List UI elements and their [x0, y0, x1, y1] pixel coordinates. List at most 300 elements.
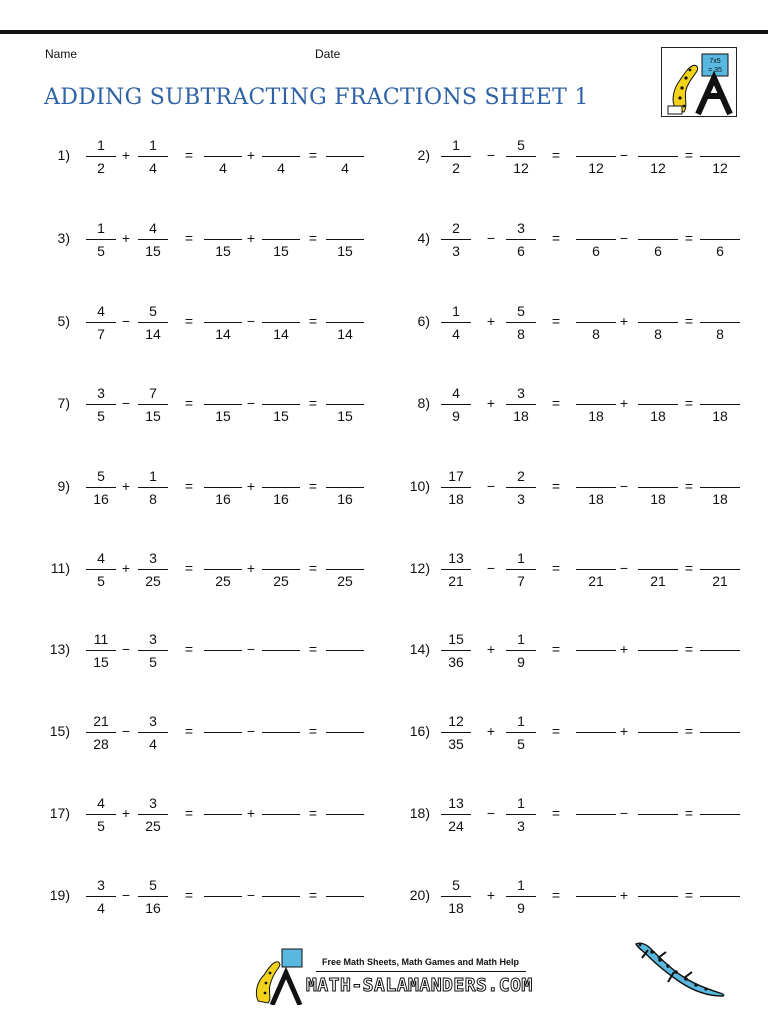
footer-divider — [316, 971, 526, 972]
answer-line — [700, 487, 740, 488]
problem-10 — [0, 468, 768, 518]
denominator: 5 — [517, 736, 525, 752]
operator-repeat: − — [246, 395, 256, 411]
blank-denominator: 12 — [650, 160, 666, 176]
page-title: ADDING SUBTRACTING FRACTIONS SHEET 1 — [44, 85, 589, 110]
fraction-bar — [441, 156, 471, 157]
denominator: 2 — [97, 160, 105, 176]
blank-numerator — [700, 303, 740, 320]
blank-numerator — [576, 877, 616, 894]
blank-numerator — [700, 550, 740, 567]
operator-repeat: − — [246, 887, 256, 903]
fraction-bar — [506, 569, 536, 570]
problem-number: 16) — [409, 723, 430, 739]
operator: + — [121, 560, 131, 576]
denominator: 15 — [145, 243, 161, 259]
answer-fraction — [700, 795, 740, 835]
fraction-bar — [506, 404, 536, 405]
numerator: 1 — [149, 137, 157, 153]
blank-denominator: 21 — [712, 573, 728, 589]
numerator: 11 — [93, 631, 109, 647]
fraction-a — [441, 303, 471, 343]
denominator: 16 — [93, 491, 109, 507]
blank-denominator: 15 — [337, 408, 353, 424]
numerator: 2 — [517, 468, 525, 484]
answer-line — [638, 156, 678, 157]
fraction-a — [441, 385, 471, 425]
blank-denominator: 18 — [588, 408, 604, 424]
numerator: 5 — [517, 303, 525, 319]
numerator: 4 — [97, 795, 105, 811]
problem-number: 9) — [57, 478, 70, 494]
denominator: 15 — [145, 408, 161, 424]
numerator: 1 — [97, 137, 105, 153]
answer-line — [576, 487, 616, 488]
fraction-b — [506, 385, 536, 425]
operator: + — [121, 230, 131, 246]
blank-denominator: 14 — [337, 326, 353, 342]
converted-fraction-a — [576, 550, 616, 590]
blank-denominator — [638, 736, 678, 753]
operator: + — [121, 147, 131, 163]
equals-sign: = — [184, 723, 194, 739]
equals-sign: = — [308, 723, 318, 739]
numerator: 15 — [448, 631, 464, 647]
converted-fraction-a — [576, 137, 616, 177]
equals-sign: = — [184, 230, 194, 246]
fraction-a — [441, 795, 471, 835]
fraction-a — [441, 631, 471, 671]
equals-sign: = — [551, 805, 561, 821]
equals-sign: = — [551, 641, 561, 657]
converted-fraction-a — [576, 385, 616, 425]
numerator: 3 — [517, 220, 525, 236]
answer-line — [576, 896, 616, 897]
answer-fraction — [700, 877, 740, 917]
svg-text:= 35: = 35 — [708, 67, 722, 74]
numerator: 17 — [448, 468, 464, 484]
denominator: 28 — [93, 736, 109, 752]
fraction-bar — [506, 156, 536, 157]
operator-repeat: + — [619, 395, 629, 411]
blank-denominator — [576, 900, 616, 917]
answer-line — [576, 650, 616, 651]
fraction-bar — [441, 404, 471, 405]
converted-fraction-a — [576, 795, 616, 835]
equals-sign: = — [684, 723, 694, 739]
numerator: 5 — [149, 877, 157, 893]
blank-denominator: 18 — [712, 408, 728, 424]
operator: − — [121, 395, 131, 411]
blank-numerator — [576, 713, 616, 730]
answer-line — [576, 732, 616, 733]
numerator: 1 — [517, 795, 525, 811]
equals-sign: = — [308, 478, 318, 494]
fraction-b — [506, 795, 536, 835]
blank-denominator: 4 — [277, 160, 285, 176]
blank-numerator — [638, 631, 678, 648]
salamander-icon — [630, 938, 730, 1002]
equals-sign: = — [308, 805, 318, 821]
blank-denominator: 25 — [337, 573, 353, 589]
denominator: 5 — [97, 408, 105, 424]
operator-repeat: − — [246, 313, 256, 329]
numerator: 3 — [149, 795, 157, 811]
blank-numerator — [576, 795, 616, 812]
footer-logo — [250, 945, 550, 1005]
problem-number: 17) — [49, 805, 70, 821]
blank-numerator — [638, 220, 678, 237]
fraction-bar — [441, 814, 471, 815]
denominator: 16 — [145, 900, 161, 916]
operator: − — [121, 641, 131, 657]
converted-fraction-b — [638, 795, 678, 835]
numerator: 7 — [149, 385, 157, 401]
answer-fraction — [700, 303, 740, 343]
numerator: 3 — [149, 713, 157, 729]
equals-sign: = — [551, 230, 561, 246]
operator: − — [486, 478, 496, 494]
converted-fraction-b — [638, 877, 678, 917]
converted-fraction-b — [638, 137, 678, 177]
operator: − — [121, 313, 131, 329]
equals-sign: = — [684, 887, 694, 903]
operator: − — [121, 723, 131, 739]
converted-fraction-b — [638, 385, 678, 425]
operator-repeat: + — [246, 147, 256, 163]
numerator: 1 — [452, 303, 460, 319]
denominator: 7 — [97, 326, 105, 342]
blank-denominator: 12 — [588, 160, 604, 176]
operator: − — [121, 887, 131, 903]
blank-numerator — [576, 385, 616, 402]
answer-fraction — [700, 631, 740, 671]
blank-numerator — [700, 468, 740, 485]
problem-number: 15) — [49, 723, 70, 739]
equals-sign: = — [684, 395, 694, 411]
operator-repeat: + — [619, 313, 629, 329]
blank-denominator: 18 — [650, 491, 666, 507]
answer-line — [638, 239, 678, 240]
converted-fraction-a — [576, 220, 616, 260]
problem-number: 7) — [57, 395, 70, 411]
denominator: 18 — [448, 900, 464, 916]
problem-number: 8) — [417, 395, 430, 411]
fraction-bar — [506, 732, 536, 733]
numerator: 3 — [149, 550, 157, 566]
problem-14 — [0, 631, 768, 681]
numerator: 5 — [452, 877, 460, 893]
blank-numerator — [576, 468, 616, 485]
answer-fraction — [700, 137, 740, 177]
fraction-a — [441, 877, 471, 917]
numerator: 2 — [452, 220, 460, 236]
answer-line — [638, 732, 678, 733]
blank-denominator: 8 — [592, 326, 600, 342]
blank-denominator: 18 — [712, 491, 728, 507]
denominator: 5 — [149, 654, 157, 670]
converted-fraction-b — [638, 631, 678, 671]
fraction-bar — [441, 732, 471, 733]
blank-denominator: 4 — [219, 160, 227, 176]
answer-fraction — [700, 468, 740, 508]
operator: + — [486, 723, 496, 739]
fraction-a — [441, 220, 471, 260]
answer-line — [700, 569, 740, 570]
operator: + — [486, 313, 496, 329]
equals-sign: = — [308, 641, 318, 657]
equals-sign: = — [184, 641, 194, 657]
numerator: 13 — [448, 795, 464, 811]
equals-sign: = — [551, 887, 561, 903]
answer-fraction — [700, 220, 740, 260]
problem-4 — [0, 220, 768, 270]
answer-line — [576, 239, 616, 240]
numerator: 5 — [517, 137, 525, 153]
equals-sign: = — [684, 641, 694, 657]
equals-sign: = — [684, 560, 694, 576]
answer-line — [576, 156, 616, 157]
numerator: 4 — [97, 550, 105, 566]
problem-16 — [0, 713, 768, 763]
problem-20 — [0, 877, 768, 927]
blank-denominator — [700, 654, 740, 671]
equals-sign: = — [184, 805, 194, 821]
footer-tagline: Free Math Sheets, Math Games and Math Help — [322, 957, 520, 967]
blank-denominator: 4 — [341, 160, 349, 176]
answer-fraction — [700, 550, 740, 590]
answer-line — [638, 896, 678, 897]
answer-line — [638, 487, 678, 488]
equals-sign: = — [684, 147, 694, 163]
answer-line — [638, 814, 678, 815]
denominator: 9 — [517, 900, 525, 916]
answer-line — [638, 650, 678, 651]
operator-repeat: − — [246, 641, 256, 657]
converted-fraction-b — [638, 303, 678, 343]
numerator: 4 — [97, 303, 105, 319]
answer-line — [638, 569, 678, 570]
denominator: 4 — [149, 736, 157, 752]
equals-sign: = — [308, 887, 318, 903]
blank-numerator — [638, 137, 678, 154]
blank-numerator — [576, 303, 616, 320]
operator: + — [121, 805, 131, 821]
blank-denominator: 18 — [588, 491, 604, 507]
numerator: 5 — [97, 468, 105, 484]
answer-line — [576, 569, 616, 570]
operator-repeat: − — [619, 478, 629, 494]
equals-sign: = — [308, 560, 318, 576]
blank-denominator: 15 — [215, 243, 231, 259]
numerator: 3 — [517, 385, 525, 401]
operator: − — [486, 147, 496, 163]
operator-repeat: − — [246, 723, 256, 739]
problem-number: 18) — [409, 805, 430, 821]
operator-repeat: − — [619, 805, 629, 821]
fraction-bar — [441, 569, 471, 570]
operator-repeat: + — [619, 641, 629, 657]
numerator: 1 — [452, 137, 460, 153]
fraction-b — [506, 303, 536, 343]
blank-numerator — [700, 220, 740, 237]
answer-line — [638, 322, 678, 323]
problem-number: 11) — [50, 560, 70, 576]
blank-numerator — [638, 550, 678, 567]
blank-denominator: 6 — [592, 243, 600, 259]
blank-denominator — [576, 654, 616, 671]
equals-sign: = — [551, 478, 561, 494]
equals-sign: = — [684, 805, 694, 821]
converted-fraction-a — [576, 713, 616, 753]
operator-repeat: + — [246, 560, 256, 576]
answer-line — [700, 732, 740, 733]
operator-repeat: + — [246, 478, 256, 494]
denominator: 4 — [149, 160, 157, 176]
converted-fraction-b — [638, 713, 678, 753]
blank-denominator: 16 — [273, 491, 289, 507]
blank-numerator — [576, 550, 616, 567]
denominator: 36 — [448, 654, 464, 670]
numerator: 1 — [517, 550, 525, 566]
numerator: 4 — [452, 385, 460, 401]
fraction-a — [441, 713, 471, 753]
fraction-bar — [506, 487, 536, 488]
name-label: Name — [45, 47, 78, 61]
blank-numerator — [638, 468, 678, 485]
equals-sign: = — [684, 313, 694, 329]
denominator: 4 — [97, 900, 105, 916]
blank-denominator: 21 — [588, 573, 604, 589]
denominator: 5 — [97, 818, 105, 834]
numerator: 3 — [149, 631, 157, 647]
numerator: 21 — [93, 713, 109, 729]
denominator: 8 — [517, 326, 525, 342]
blank-numerator — [700, 631, 740, 648]
equals-sign: = — [551, 313, 561, 329]
denominator: 5 — [97, 243, 105, 259]
answer-line — [700, 322, 740, 323]
numerator: 1 — [517, 713, 525, 729]
equals-sign: = — [308, 313, 318, 329]
answer-fraction — [700, 713, 740, 753]
fraction-b — [506, 220, 536, 260]
operator-repeat: − — [619, 560, 629, 576]
fraction-bar — [506, 650, 536, 651]
numerator: 3 — [97, 877, 105, 893]
operator-repeat: + — [619, 887, 629, 903]
numerator: 3 — [97, 385, 105, 401]
converted-fraction-b — [638, 468, 678, 508]
answer-line — [700, 814, 740, 815]
denominator: 5 — [97, 573, 105, 589]
problem-18 — [0, 795, 768, 845]
blank-numerator — [638, 795, 678, 812]
blank-denominator — [700, 900, 740, 917]
answer-line — [638, 404, 678, 405]
blank-denominator — [576, 736, 616, 753]
denominator: 7 — [517, 573, 525, 589]
blank-numerator — [576, 220, 616, 237]
equals-sign: = — [551, 723, 561, 739]
fraction-a — [441, 137, 471, 177]
denominator: 12 — [513, 160, 529, 176]
denominator: 18 — [513, 408, 529, 424]
denominator: 9 — [452, 408, 460, 424]
fraction-b — [506, 137, 536, 177]
problem-number: 4) — [417, 230, 430, 246]
equals-sign: = — [184, 313, 194, 329]
operator: + — [121, 478, 131, 494]
operator: − — [486, 230, 496, 246]
blank-denominator: 14 — [215, 326, 231, 342]
equals-sign: = — [184, 147, 194, 163]
equals-sign: = — [184, 887, 194, 903]
blank-denominator — [700, 818, 740, 835]
denominator: 3 — [517, 818, 525, 834]
answer-line — [700, 650, 740, 651]
equals-sign: = — [551, 560, 561, 576]
fraction-bar — [441, 322, 471, 323]
blank-numerator — [700, 137, 740, 154]
blank-denominator: 6 — [716, 243, 724, 259]
blank-numerator — [638, 713, 678, 730]
denominator: 6 — [517, 243, 525, 259]
problem-2 — [0, 137, 768, 187]
svg-text:7x5: 7x5 — [709, 58, 721, 65]
denominator: 21 — [448, 573, 464, 589]
denominator: 2 — [452, 160, 460, 176]
fraction-bar — [506, 239, 536, 240]
fraction-bar — [441, 487, 471, 488]
fraction-bar — [441, 650, 471, 651]
converted-fraction-a — [576, 468, 616, 508]
blank-numerator — [700, 795, 740, 812]
blank-denominator: 15 — [273, 243, 289, 259]
equals-sign: = — [684, 230, 694, 246]
blank-denominator — [638, 900, 678, 917]
blank-numerator — [700, 713, 740, 730]
problem-number: 20) — [409, 887, 430, 903]
blank-denominator: 8 — [654, 326, 662, 342]
blank-denominator — [576, 818, 616, 835]
problem-number: 3) — [57, 230, 70, 246]
blank-denominator: 15 — [273, 408, 289, 424]
fraction-bar — [506, 814, 536, 815]
problem-number: 2) — [417, 147, 430, 163]
numerator: 4 — [149, 220, 157, 236]
denominator: 14 — [145, 326, 161, 342]
answer-line — [700, 404, 740, 405]
answer-line — [700, 896, 740, 897]
fraction-b — [506, 877, 536, 917]
denominator: 3 — [517, 491, 525, 507]
equals-sign: = — [184, 395, 194, 411]
footer-brand: MATH-SALAMANDERS.COM — [306, 975, 533, 996]
fraction-b — [506, 713, 536, 753]
blank-denominator — [638, 818, 678, 835]
problem-number: 5) — [57, 313, 70, 329]
numerator: 13 — [448, 550, 464, 566]
fraction-b — [506, 550, 536, 590]
blank-denominator: 16 — [215, 491, 231, 507]
denominator: 15 — [93, 654, 109, 670]
fraction-b — [506, 631, 536, 671]
problem-number: 12) — [409, 560, 430, 576]
answer-line — [700, 239, 740, 240]
operator: − — [486, 805, 496, 821]
blank-denominator: 21 — [650, 573, 666, 589]
